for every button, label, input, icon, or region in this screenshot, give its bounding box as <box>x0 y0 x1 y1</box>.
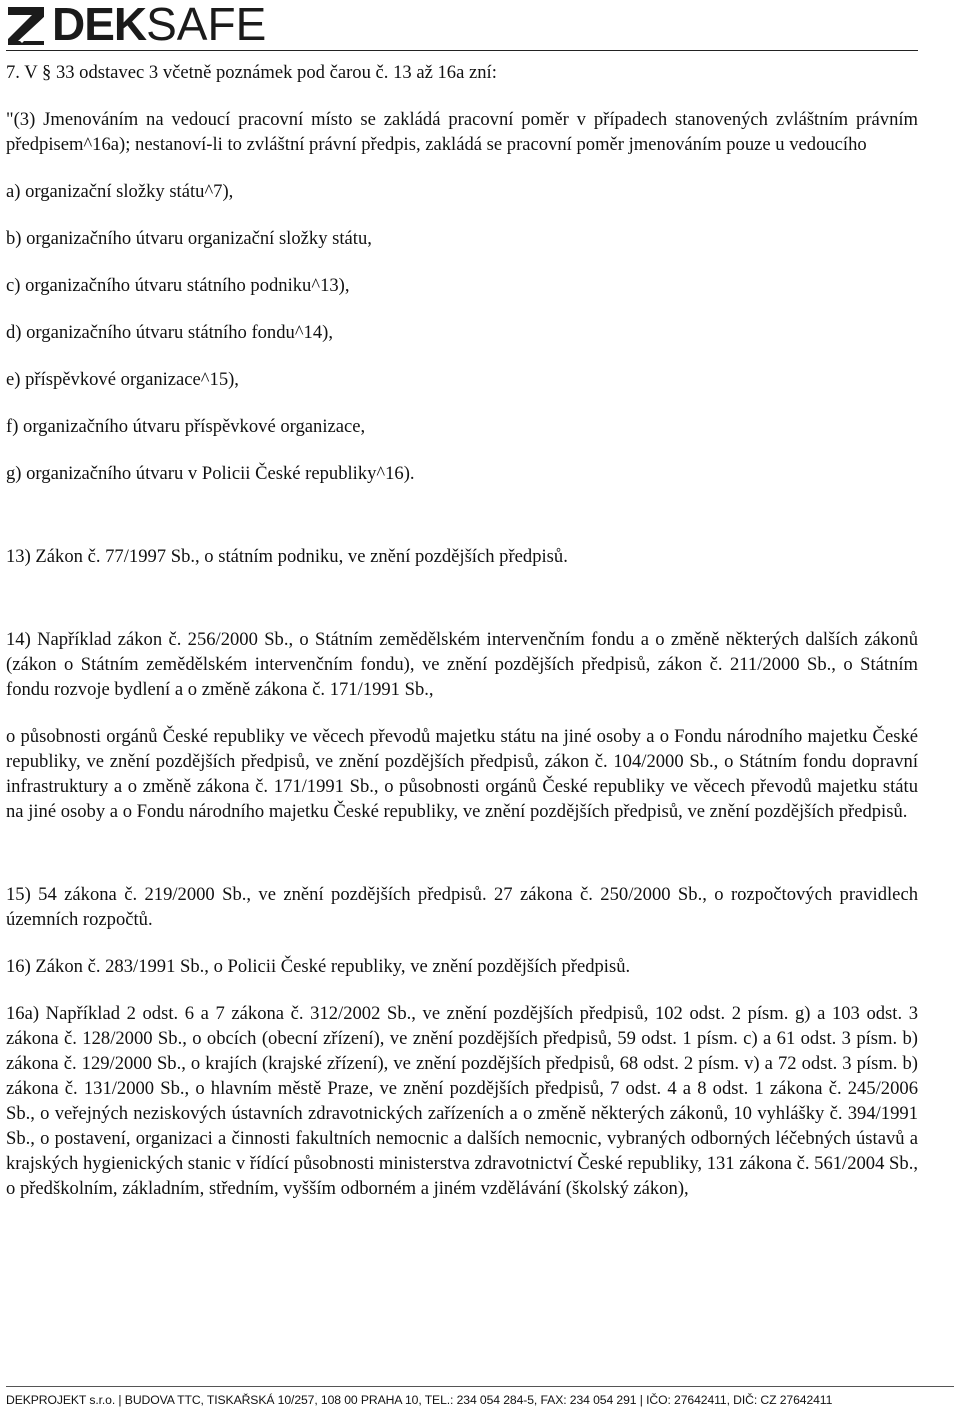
page-header <box>0 0 960 52</box>
footnote-14-continued: o působnosti orgánů České republiky ve věcech převodů majetku státu na jiné osoby a o Fondu národního majetku České republiky, ve znění pozdějších předpisů, ve znění pozdějších předpisů, zákon č. 104/2000 Sb., o Státním fondu dopravní infrastruktury a o změně zákona č. 171/1991 Sb., o působnosti orgánů České republiky ve věcech převodů majetku státu na jiné osoby a o Fondu národního majetku České republiky, ve znění pozdějších předpisů, ve znění pozdějších předpisů. <box>6 726 918 822</box>
list-item-c: c) organizačního útvaru státního podniku^13), <box>6 275 350 296</box>
list-item-b: b) organizačního útvaru organizační složky státu, <box>6 228 372 249</box>
paragraph-intro: 7. V § 33 odstavec 3 včetně poznámek pod čarou č. 13 až 16a zní: <box>6 62 497 83</box>
logo-text-safe: SAFE <box>146 0 267 50</box>
footnote-16a: 16a) Například 2 odst. 6 a 7 zákona č. 312/2002 Sb., ve znění pozdějších předpisů, 102 odst. 2 písm. g) a 103 odst. 3 zákona č. 128/2000 Sb., o obcích (obecní zřízení), ve znění pozdějších předpisů, 59 odst. 1 písm. c) a 61 odst. 3 písm. b) zákona č. 129/2000 Sb., o krajích (krajské zřízení), ve znění pozdějších předpisů, 68 odst. 2 písm. v) a 72 odst. 3 písm. b) zákona č. 131/2000 Sb., o hlavním městě Praze, ve znění pozdějších předpisů, 7 odst. 4 a 8 odst. 1 zákona č. 245/2006 Sb., o veřejných neziskových ústavních zdravotnických zařízeních a o změně některých zákonů, 10 vyhlášky č. 394/1991 Sb., o postavení, organizaci a činnosti fakultních nemocnic a dalších nemocnic, vybraných odborných léčebných ústavů a krajských hygienických stanic v řídící působnosti ministerstva zdravotnictví České republiky, 131 zákona č. 561/2004 Sb., o předškolním, základním, středním, vyšším odborném a jiném vzdělávání (školský zákon), <box>6 1003 918 1199</box>
footnote-16: 16) Zákon č. 283/1991 Sb., o Policii České republiky, ve znění pozdějších předpisů. <box>6 956 631 977</box>
document-body <box>6 60 918 1201</box>
list-item-e: e) příspěvkové organizace^15), <box>6 369 239 390</box>
paragraph-definition: "(3) Jmenováním na vedoucí pracovní místo se zakládá pracovní poměr v případech stanovených zvláštním právním předpisem^16a); nestanoví-li to zvláštní právní předpis, zakládá se pracovní poměr jmenováním pouze u vedoucího <box>6 109 918 155</box>
footnote-15: 15) 54 zákona č. 219/2000 Sb., ve znění pozdějších předpisů. 27 zákona č. 250/2000 Sb., o rozpočtových pravidlech územních rozpočtů. <box>6 884 918 930</box>
footer-divider <box>6 1386 954 1387</box>
footnote-13: 13) Zákon č. 77/1997 Sb., o státním podniku, ve znění pozdějších předpisů. <box>6 546 568 567</box>
page-footer: DEKPROJEKT s.r.o. | BUDOVA TTC, TISKAŘSKÁ 10/257, 108 00 PRAHA 10, TEL.: 234 054 284-5, FAX: 234 054 291 | IČO: 27642411, DIČ: CZ 27642411 <box>6 1393 833 1407</box>
dekskafe-logo <box>6 0 267 50</box>
header-divider <box>6 50 918 51</box>
logo-text-dek: DEK <box>52 0 147 50</box>
list-item-f: f) organizačního útvaru příspěvkové organizace, <box>6 416 366 437</box>
list-item-g: g) organizačního útvaru v Policii České republiky^16). <box>6 463 415 484</box>
footnote-14: 14) Například zákon č. 256/2000 Sb., o Státním zemědělském intervenčním fondu a o změně některých dalších zákonů (zákon o Státním zemědělském intervenčním fondu), ve znění pozdějších předpisů, zákon č. 211/2000 Sb., o Státním fondu rozvoje bydlení a o změně zákona č. 171/1991 Sb., <box>6 629 918 700</box>
list-item-a: a) organizační složky státu^7), <box>6 181 234 202</box>
list-item-d: d) organizačního útvaru státního fondu^14), <box>6 322 333 343</box>
dekprojekt-z-logo-icon <box>6 3 50 45</box>
